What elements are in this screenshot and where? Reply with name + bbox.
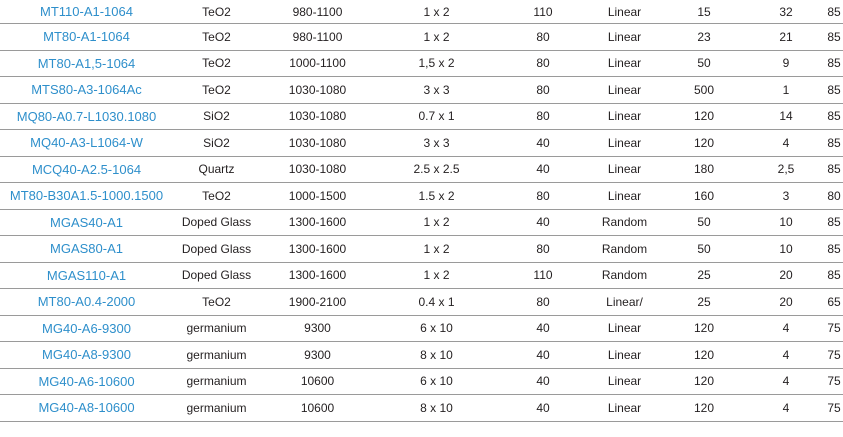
cell-col9: 85 — [827, 162, 841, 177]
cell-frequency: 80 — [536, 82, 550, 97]
table-row — [0, 0, 843, 24]
cell-col7: 120 — [693, 347, 715, 362]
table-row — [0, 157, 843, 184]
cell-wavelength-range: 9300 — [304, 347, 331, 362]
cell-material: TeO2 — [202, 188, 231, 203]
cell-col9: 85 — [827, 241, 841, 256]
cell-col7: 180 — [693, 162, 715, 177]
table-row — [0, 263, 843, 290]
cell-frequency: 40 — [536, 135, 550, 150]
cell-col8: 3 — [782, 188, 790, 203]
cell-aperture: 1 x 2 — [423, 215, 450, 230]
cell-col8: 4 — [782, 374, 790, 389]
cell-col7: 50 — [697, 215, 711, 230]
cell-polarization: Random — [601, 268, 648, 283]
cell-model[interactable]: MGAS40-A1 — [50, 214, 123, 230]
cell-col9: 85 — [827, 215, 841, 230]
cell-aperture: 0.4 x 1 — [418, 294, 455, 309]
cell-frequency: 40 — [536, 400, 550, 415]
table-row — [0, 51, 843, 78]
cell-polarization: Linear — [607, 188, 642, 203]
cell-col7: 50 — [697, 241, 711, 256]
table-row — [0, 289, 843, 316]
cell-col7: 50 — [697, 56, 711, 71]
cell-col7: 500 — [693, 82, 715, 97]
cell-col8: 20 — [779, 268, 793, 283]
table-row — [0, 369, 843, 396]
cell-col7: 120 — [693, 374, 715, 389]
cell-polarization: Linear/ — [606, 294, 643, 309]
cell-wavelength-range: 1030-1080 — [288, 109, 347, 124]
cell-wavelength-range: 1300-1600 — [288, 268, 347, 283]
cell-polarization: Linear — [607, 135, 642, 150]
table-row — [0, 183, 843, 210]
cell-col7: 25 — [697, 294, 711, 309]
cell-aperture: 8 x 10 — [420, 400, 453, 415]
cell-frequency: 40 — [536, 347, 550, 362]
table-row — [0, 130, 843, 157]
cell-frequency: 80 — [536, 109, 550, 124]
cell-col9: 85 — [827, 268, 841, 283]
cell-col9: 75 — [827, 374, 841, 389]
cell-polarization: Linear — [607, 321, 642, 336]
cell-material: Quartz — [198, 162, 235, 177]
cell-col9: 65 — [827, 294, 841, 309]
cell-model[interactable]: MG40-A6-9300 — [42, 320, 131, 336]
table-row — [0, 210, 843, 237]
cell-col7: 23 — [697, 29, 711, 44]
cell-model[interactable]: MGAS110-A1 — [46, 267, 127, 283]
cell-col8: 10 — [779, 215, 793, 230]
cell-col8: 10 — [779, 241, 793, 256]
cell-model[interactable]: MTS80-A3-1064Ac — [31, 82, 142, 98]
cell-wavelength-range: 1900-2100 — [288, 294, 347, 309]
cell-aperture: 1 x 2 — [423, 268, 450, 283]
cell-col9: 80 — [827, 188, 841, 203]
cell-model[interactable]: MQ80-A0.7-L1030.1080 — [16, 108, 157, 124]
cell-polarization: Linear — [607, 374, 642, 389]
cell-wavelength-range: 1030-1080 — [288, 135, 347, 150]
cell-aperture: 8 x 10 — [420, 347, 453, 362]
cell-wavelength-range: 9300 — [304, 321, 331, 336]
cell-material: TeO2 — [202, 56, 231, 71]
cell-aperture: 1 x 2 — [423, 29, 450, 44]
cell-col9: 85 — [827, 135, 841, 150]
cell-frequency: 80 — [536, 29, 550, 44]
cell-model[interactable]: MT80-A1-1064 — [43, 29, 130, 45]
cell-col9: 75 — [827, 400, 841, 415]
cell-material: SiO2 — [203, 135, 230, 150]
cell-material: germanium — [186, 400, 247, 415]
cell-polarization: Linear — [607, 4, 642, 19]
cell-frequency: 80 — [536, 294, 550, 309]
cell-frequency: 40 — [536, 215, 550, 230]
cell-model[interactable]: MGAS80-A1 — [50, 241, 123, 257]
cell-polarization: Linear — [607, 109, 642, 124]
cell-wavelength-range: 1030-1080 — [288, 82, 347, 97]
table-row — [0, 395, 843, 422]
cell-frequency: 80 — [536, 56, 550, 71]
cell-frequency: 80 — [536, 188, 550, 203]
cell-frequency: 40 — [536, 162, 550, 177]
cell-frequency: 110 — [533, 4, 553, 19]
cell-col9: 75 — [827, 321, 841, 336]
cell-col8: 4 — [782, 347, 790, 362]
cell-aperture: 3 x 3 — [423, 135, 450, 150]
cell-frequency: 40 — [536, 374, 550, 389]
cell-material: germanium — [186, 374, 247, 389]
cell-model[interactable]: MG40-A8-10600 — [38, 400, 135, 416]
cell-aperture: 1 x 2 — [423, 4, 450, 19]
cell-aperture: 3 x 3 — [423, 82, 450, 97]
cell-col7: 120 — [693, 109, 715, 124]
cell-aperture: 2.5 x 2.5 — [413, 162, 460, 177]
cell-col8: 4 — [782, 135, 790, 150]
cell-model[interactable]: MCQ40-A2.5-1064 — [31, 161, 142, 177]
cell-col9: 75 — [827, 347, 841, 362]
table-row — [0, 342, 843, 369]
cell-wavelength-range: 1030-1080 — [288, 162, 347, 177]
cell-col9: 85 — [827, 4, 841, 19]
table-row — [0, 236, 843, 263]
cell-polarization: Linear — [607, 82, 642, 97]
cell-col8: 32 — [779, 4, 793, 19]
cell-col7: 120 — [693, 135, 715, 150]
cell-col8: 2,5 — [777, 162, 795, 177]
cell-polarization: Linear — [607, 29, 642, 44]
cell-col8: 1 — [782, 82, 790, 97]
cell-col7: 160 — [693, 188, 715, 203]
table-row — [0, 24, 843, 51]
cell-wavelength-range: 1000-1500 — [288, 188, 347, 203]
table-row — [0, 104, 843, 131]
cell-model[interactable]: MT80-A0.4-2000 — [37, 294, 136, 310]
cell-polarization: Random — [601, 241, 648, 256]
cell-polarization: Random — [601, 215, 648, 230]
cell-model[interactable]: MT80-A1,5-1064 — [37, 55, 136, 71]
cell-aperture: 1,5 x 2 — [418, 56, 455, 71]
cell-aperture: 1.5 x 2 — [418, 188, 455, 203]
cell-material: Doped Glass — [181, 241, 252, 256]
cell-col7: 25 — [697, 268, 711, 283]
cell-frequency: 40 — [536, 321, 550, 336]
cell-polarization: Linear — [607, 56, 642, 71]
cell-col8: 14 — [779, 109, 793, 124]
cell-col8: 4 — [782, 400, 790, 415]
cell-col7: 15 — [697, 4, 711, 19]
cell-aperture: 0.7 x 1 — [418, 109, 455, 124]
cell-col9: 85 — [827, 29, 841, 44]
cell-col7: 120 — [693, 321, 715, 336]
cell-col8: 9 — [782, 56, 790, 71]
cell-col9: 85 — [827, 56, 841, 71]
cell-frequency: 110 — [533, 268, 553, 283]
cell-wavelength-range: 980-1100 — [292, 4, 343, 19]
cell-wavelength-range: 980-1100 — [292, 29, 343, 44]
cell-aperture: 6 x 10 — [420, 374, 453, 389]
cell-material: Doped Glass — [181, 268, 252, 283]
cell-polarization: Linear — [607, 347, 642, 362]
cell-material: Doped Glass — [181, 215, 252, 230]
cell-wavelength-range: 1300-1600 — [288, 241, 347, 256]
cell-model[interactable]: MG40-A6-10600 — [38, 373, 135, 389]
cell-col8: 21 — [779, 29, 793, 44]
cell-col9: 85 — [827, 82, 841, 97]
cell-material: germanium — [186, 321, 247, 336]
cell-wavelength-range: 1300-1600 — [288, 215, 347, 230]
cell-col7: 120 — [693, 400, 715, 415]
cell-polarization: Linear — [607, 162, 642, 177]
cell-material: TeO2 — [202, 294, 231, 309]
cell-wavelength-range: 10600 — [300, 374, 335, 389]
cell-model[interactable]: MT110-A1-1064 — [40, 4, 133, 19]
cell-material: TeO2 — [202, 29, 231, 44]
cell-col8: 20 — [779, 294, 793, 309]
table-row — [0, 77, 843, 104]
cell-polarization: Linear — [607, 400, 642, 415]
cell-aperture: 6 x 10 — [420, 321, 453, 336]
cell-col8: 4 — [782, 321, 790, 336]
cell-frequency: 80 — [536, 241, 550, 256]
cell-aperture: 1 x 2 — [423, 241, 450, 256]
cell-model[interactable]: MG40-A8-9300 — [42, 347, 131, 363]
cell-material: TeO2 — [202, 82, 231, 97]
cell-model[interactable]: MQ40-A3-L1064-W — [30, 135, 143, 151]
cell-wavelength-range: 10600 — [300, 400, 335, 415]
cell-material: SiO2 — [203, 109, 230, 124]
cell-model[interactable]: MT80-B30A1.5-1000.1500 — [9, 188, 164, 204]
cell-col9: 85 — [827, 109, 841, 124]
table-row — [0, 316, 843, 343]
cell-wavelength-range: 1000-1100 — [289, 56, 346, 71]
cell-material: TeO2 — [202, 4, 231, 19]
cell-material: germanium — [186, 347, 247, 362]
